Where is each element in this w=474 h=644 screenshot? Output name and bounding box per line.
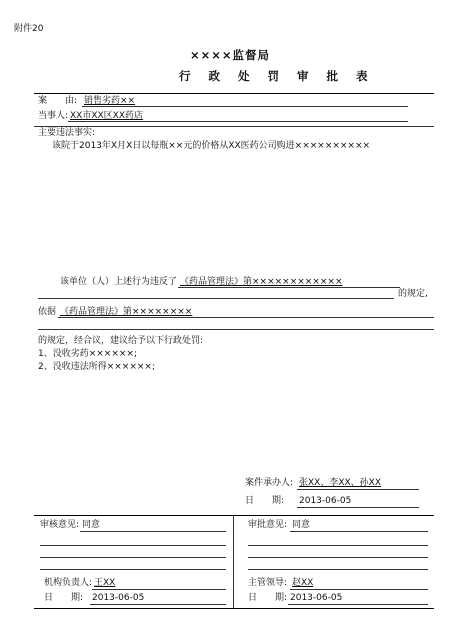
- review-date-label: 日 期:: [44, 593, 84, 603]
- approval-value: 同意: [292, 520, 311, 530]
- section-divider-1: [34, 126, 434, 127]
- party-label: 当事人:: [38, 111, 69, 121]
- review-label: 审核意见:: [40, 520, 80, 530]
- review-person-value: 王XX: [94, 578, 116, 588]
- approval-label: 审批意见:: [248, 520, 288, 530]
- review-line-4: [40, 569, 226, 570]
- party-value: XX市XX区XX药店: [70, 111, 143, 121]
- recommendation-text: 的规定，经合议，建议给予以下行政处罚:: [38, 336, 204, 346]
- review-line-2: [40, 545, 226, 546]
- cause-label: 案 由:: [38, 96, 78, 106]
- review-date-value: 2013-06-05: [92, 593, 145, 603]
- top-border: [34, 93, 434, 94]
- violation-line-1: [178, 287, 400, 288]
- basis-line-2: [38, 329, 434, 330]
- approval-date-value: 2013-06-05: [290, 593, 343, 603]
- attachment-label: 附件20: [14, 24, 44, 34]
- review-line-1: [80, 531, 226, 532]
- bottom-section-top-border: [34, 515, 434, 516]
- bureau-title: ××××监督局: [190, 48, 271, 62]
- review-date-line: [90, 604, 226, 605]
- approval-person-line: [290, 589, 428, 590]
- review-line-3: [40, 557, 226, 558]
- handlers-date-value: 2013-06-05: [299, 496, 352, 506]
- cause-line: [82, 106, 408, 107]
- facts-text: 该院于2013年X月X日以每瓶××元的价格从XX医药公司购进××××××××××: [52, 141, 371, 151]
- basis-law: 《药品管理法》第××××××××: [60, 307, 193, 317]
- handlers-label: 案件承办人:: [245, 478, 294, 488]
- handlers-value: 张XX、李XX、孙XX: [299, 478, 381, 488]
- review-person-label: 机构负责人:: [44, 578, 93, 588]
- facts-label: 主要违法事实:: [38, 128, 96, 138]
- handlers-date-line: [297, 507, 419, 508]
- handlers-date-label: 日 期:: [245, 496, 285, 506]
- review-value: 同意: [82, 520, 101, 530]
- approval-line-4: [248, 569, 428, 570]
- penalty-item-1: 1、没收劣药××××××;: [38, 349, 138, 359]
- cause-value: 销售劣药××: [84, 96, 136, 106]
- approval-person-value: 赵XX: [292, 578, 314, 588]
- form-title: 行 政 处 罚 审 批 表: [179, 69, 375, 83]
- violation-law: 《药品管理法》第××××××××××××: [180, 277, 343, 287]
- review-person-line: [92, 589, 226, 590]
- bottom-border: [34, 608, 434, 609]
- penalty-item-2: 2、没收违法所得××××××;: [38, 362, 156, 372]
- approval-line-3: [248, 557, 428, 558]
- approval-line-1: [290, 531, 428, 532]
- party-line: [68, 121, 408, 122]
- approval-person-label: 主管领导:: [248, 578, 288, 588]
- violation-suffix: 的规定,: [398, 289, 428, 299]
- violation-prefix: 该单位（人）上述行为违反了: [60, 277, 178, 287]
- basis-prefix: 依据: [38, 307, 57, 317]
- approval-date-line: [288, 604, 428, 605]
- bottom-section-divider: [233, 515, 234, 608]
- violation-line-2: [38, 298, 394, 299]
- approval-line-2: [248, 545, 428, 546]
- handlers-line: [297, 489, 419, 490]
- basis-line-1: [58, 317, 434, 318]
- approval-date-label: 日 期:: [248, 593, 288, 603]
